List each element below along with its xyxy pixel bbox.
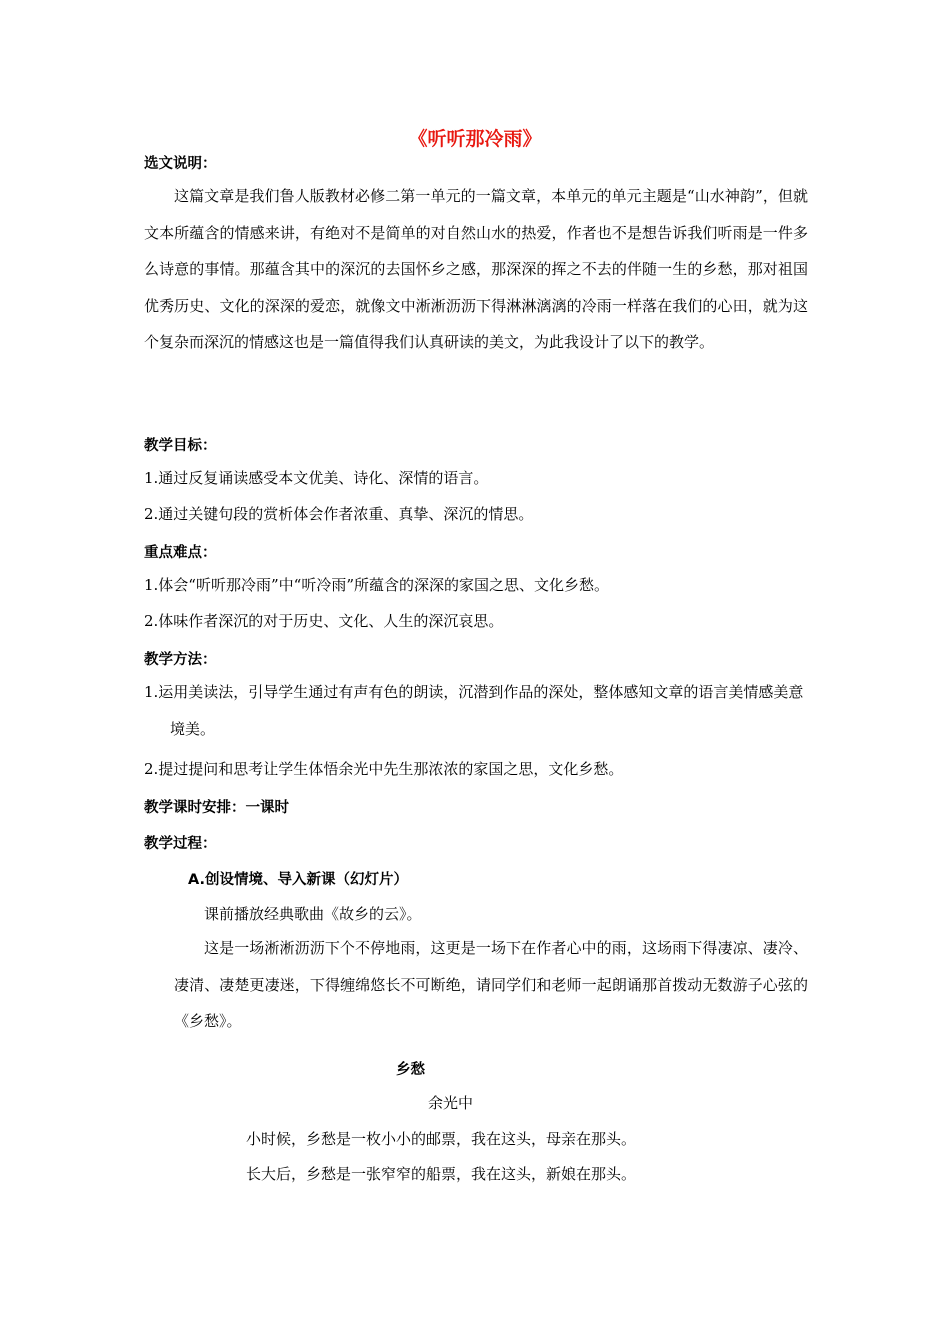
method-item-2: 2.提过提问和思考让学生体悟余光中先生那浓浓的家国之思，文化乡愁。 [144, 760, 624, 778]
goals-heading: 教学目标： [144, 438, 217, 454]
method-item-1: 1.运用美读法，引导学生通过有声有色的朗读，沉潜到作品的深处，整体感知文章的语言美情感美意境美。 [144, 683, 804, 738]
poem-line-2: 长大后，乡愁是一张窄窄的船票，我在这头，新娘在那头。 [246, 1165, 637, 1183]
step-a-paragraph: 这是一场淅淅沥沥下个不停地雨，这更是一场下在作者心中的雨，这场雨下得凄凉、凄冷、凄清、凄楚更凄迷，下得缠绵悠长不可断绝，请同学们和老师一起朗诵那首拨动无数游子心弦的《乡愁》。 [174, 939, 808, 1030]
goal-item-1: 1.通过反复诵读感受本文优美、诗化、深情的语言。 [144, 469, 489, 487]
document-title: 《听听那冷雨》 [408, 128, 542, 150]
key-point-2: 2.体味作者深沉的对于历史、文化、人生的深沉哀思。 [144, 612, 504, 630]
intro-heading: 选文说明： [144, 156, 217, 172]
poem-author: 余光中 [428, 1094, 474, 1112]
process-heading: 教学过程： [144, 836, 217, 852]
schedule-heading: 教学课时安排：一课时 [144, 800, 289, 816]
step-a-line: 课前播放经典歌曲《故乡的云》。 [204, 905, 422, 923]
key-points-heading: 重点难点： [144, 545, 217, 561]
intro-paragraph: 这篇文章是我们鲁人版教材必修二第一单元的一篇文章，本单元的单元主题是“山水神韵”，但就文本所蕴含的情感来讲，有绝对不是简单的对自然山水的热爱，作者也不是想告诉我们听雨是一件多么诗意的事情。那蕴含其中的深沉的去国怀乡之感，那深深的挥之不去的伴随一生的乡愁，那对祖国优秀历史、文化的深深的爱恋，就像文中淅淅沥沥下得淋淋漓漓的冷雨一样落在我们的心田，就为这个复杂而深沉的情感这也是一篇值得我们认真研读的美文，为此我设计了以下的教学。 [144, 187, 808, 351]
method-heading: 教学方法： [144, 652, 217, 668]
poem-title: 乡愁 [396, 1062, 425, 1078]
key-point-1: 1.体会“听听那冷雨”中“听冷雨”所蕴含的深深的家国之思、文化乡愁。 [144, 576, 609, 594]
goal-item-2: 2.通过关键句段的赏析体会作者浓重、真挚、深沉的情思。 [144, 505, 534, 523]
step-a-heading: A.创设情境、导入新课（幻灯片） [188, 872, 408, 888]
poem-line-1: 小时候，乡愁是一枚小小的邮票，我在这头，母亲在那头。 [246, 1130, 637, 1148]
